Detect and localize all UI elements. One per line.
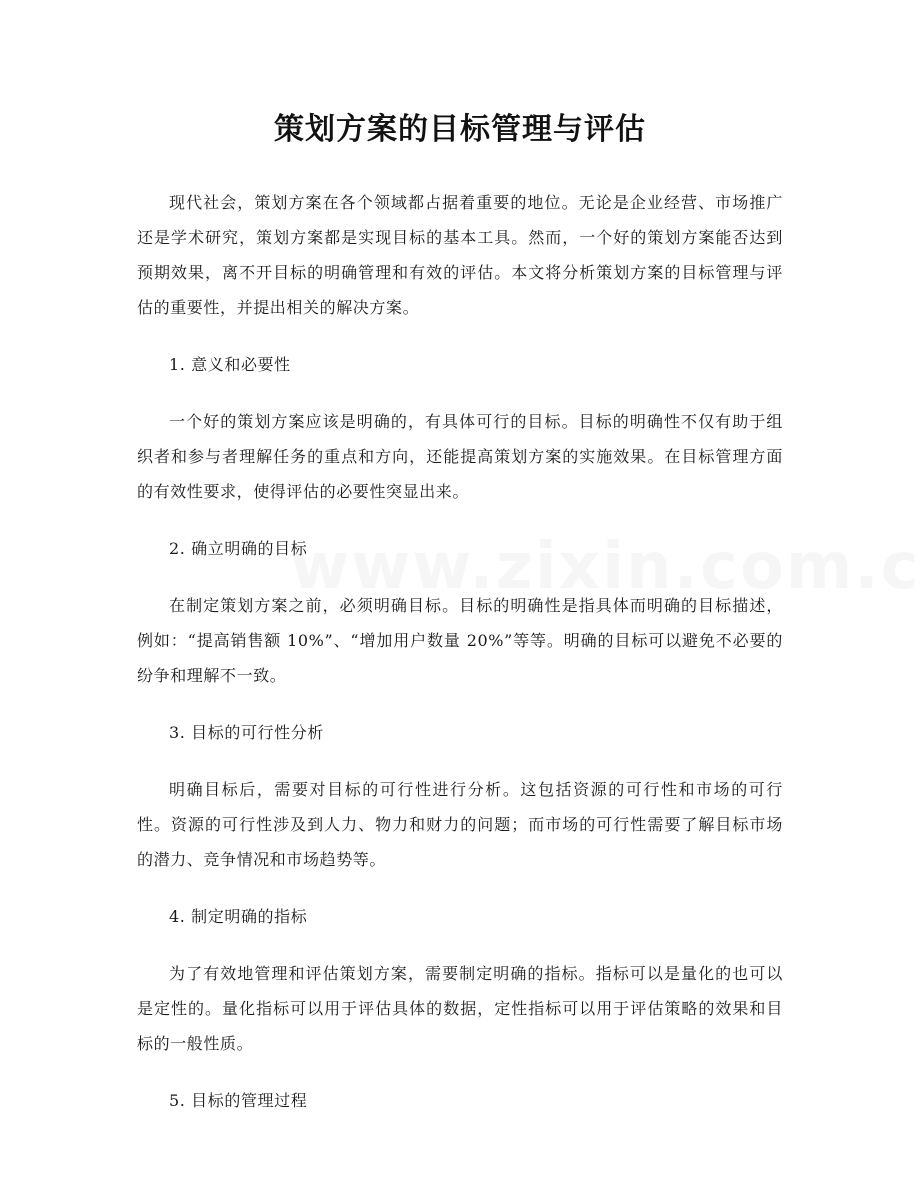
intro-paragraph: 现代社会，策划方案在各个领域都占据着重要的地位。无论是企业经营、市场推广还是学术研究，策划方案都是实现目标的基本工具。然而，一个好的策划方案能否达到预期效果，离不开目标的明确管理和有效的评估。本文将分析策划方案的目标管理与评估的重要性，并提出相关的解决方案。 xyxy=(137,193,783,317)
section-body-3: 明确目标后，需要对目标的可行性进行分析。这包括资源的可行性和市场的可行性。资源的可行性涉及到人力、物力和财力的问题；而市场的可行性需要了解目标市场的潜力、竞争情况和市场趋势等。 xyxy=(137,780,783,869)
document-title: 策划方案的目标管理与评估 xyxy=(274,112,646,147)
section-body-2: 在制定策划方案之前，必须明确目标。目标的明确性是指具体而明确的目标描述，例如：“提高销售额 10%”、“增加用户数量 20%”等等。明确的目标可以避免不必要的纷争和理解不一致。 xyxy=(137,596,783,685)
section-body-1: 一个好的策划方案应该是明确的，有具体可行的目标。目标的明确性不仅有助于组织者和参与者理解任务的重点和方向，还能提高策划方案的实施效果。在目标管理方面的有效性要求，使得评估的必要性突显出来。 xyxy=(137,412,783,501)
section-heading-5: 5. 目标的管理过程 xyxy=(169,1091,308,1110)
section-heading-4: 4. 制定明确的指标 xyxy=(169,907,308,926)
section-heading-2: 2. 确立明确的目标 xyxy=(169,539,308,558)
document-content xyxy=(137,185,783,1118)
section-heading-1: 1. 意义和必要性 xyxy=(169,355,291,374)
section-heading-3: 3. 目标的可行性分析 xyxy=(169,723,324,742)
section-body-4: 为了有效地管理和评估策划方案，需要制定明确的指标。指标可以是量化的也可以是定性的。量化指标可以用于评估具体的数据，定性指标可以用于评估策略的效果和目标的一般性质。 xyxy=(137,964,783,1053)
